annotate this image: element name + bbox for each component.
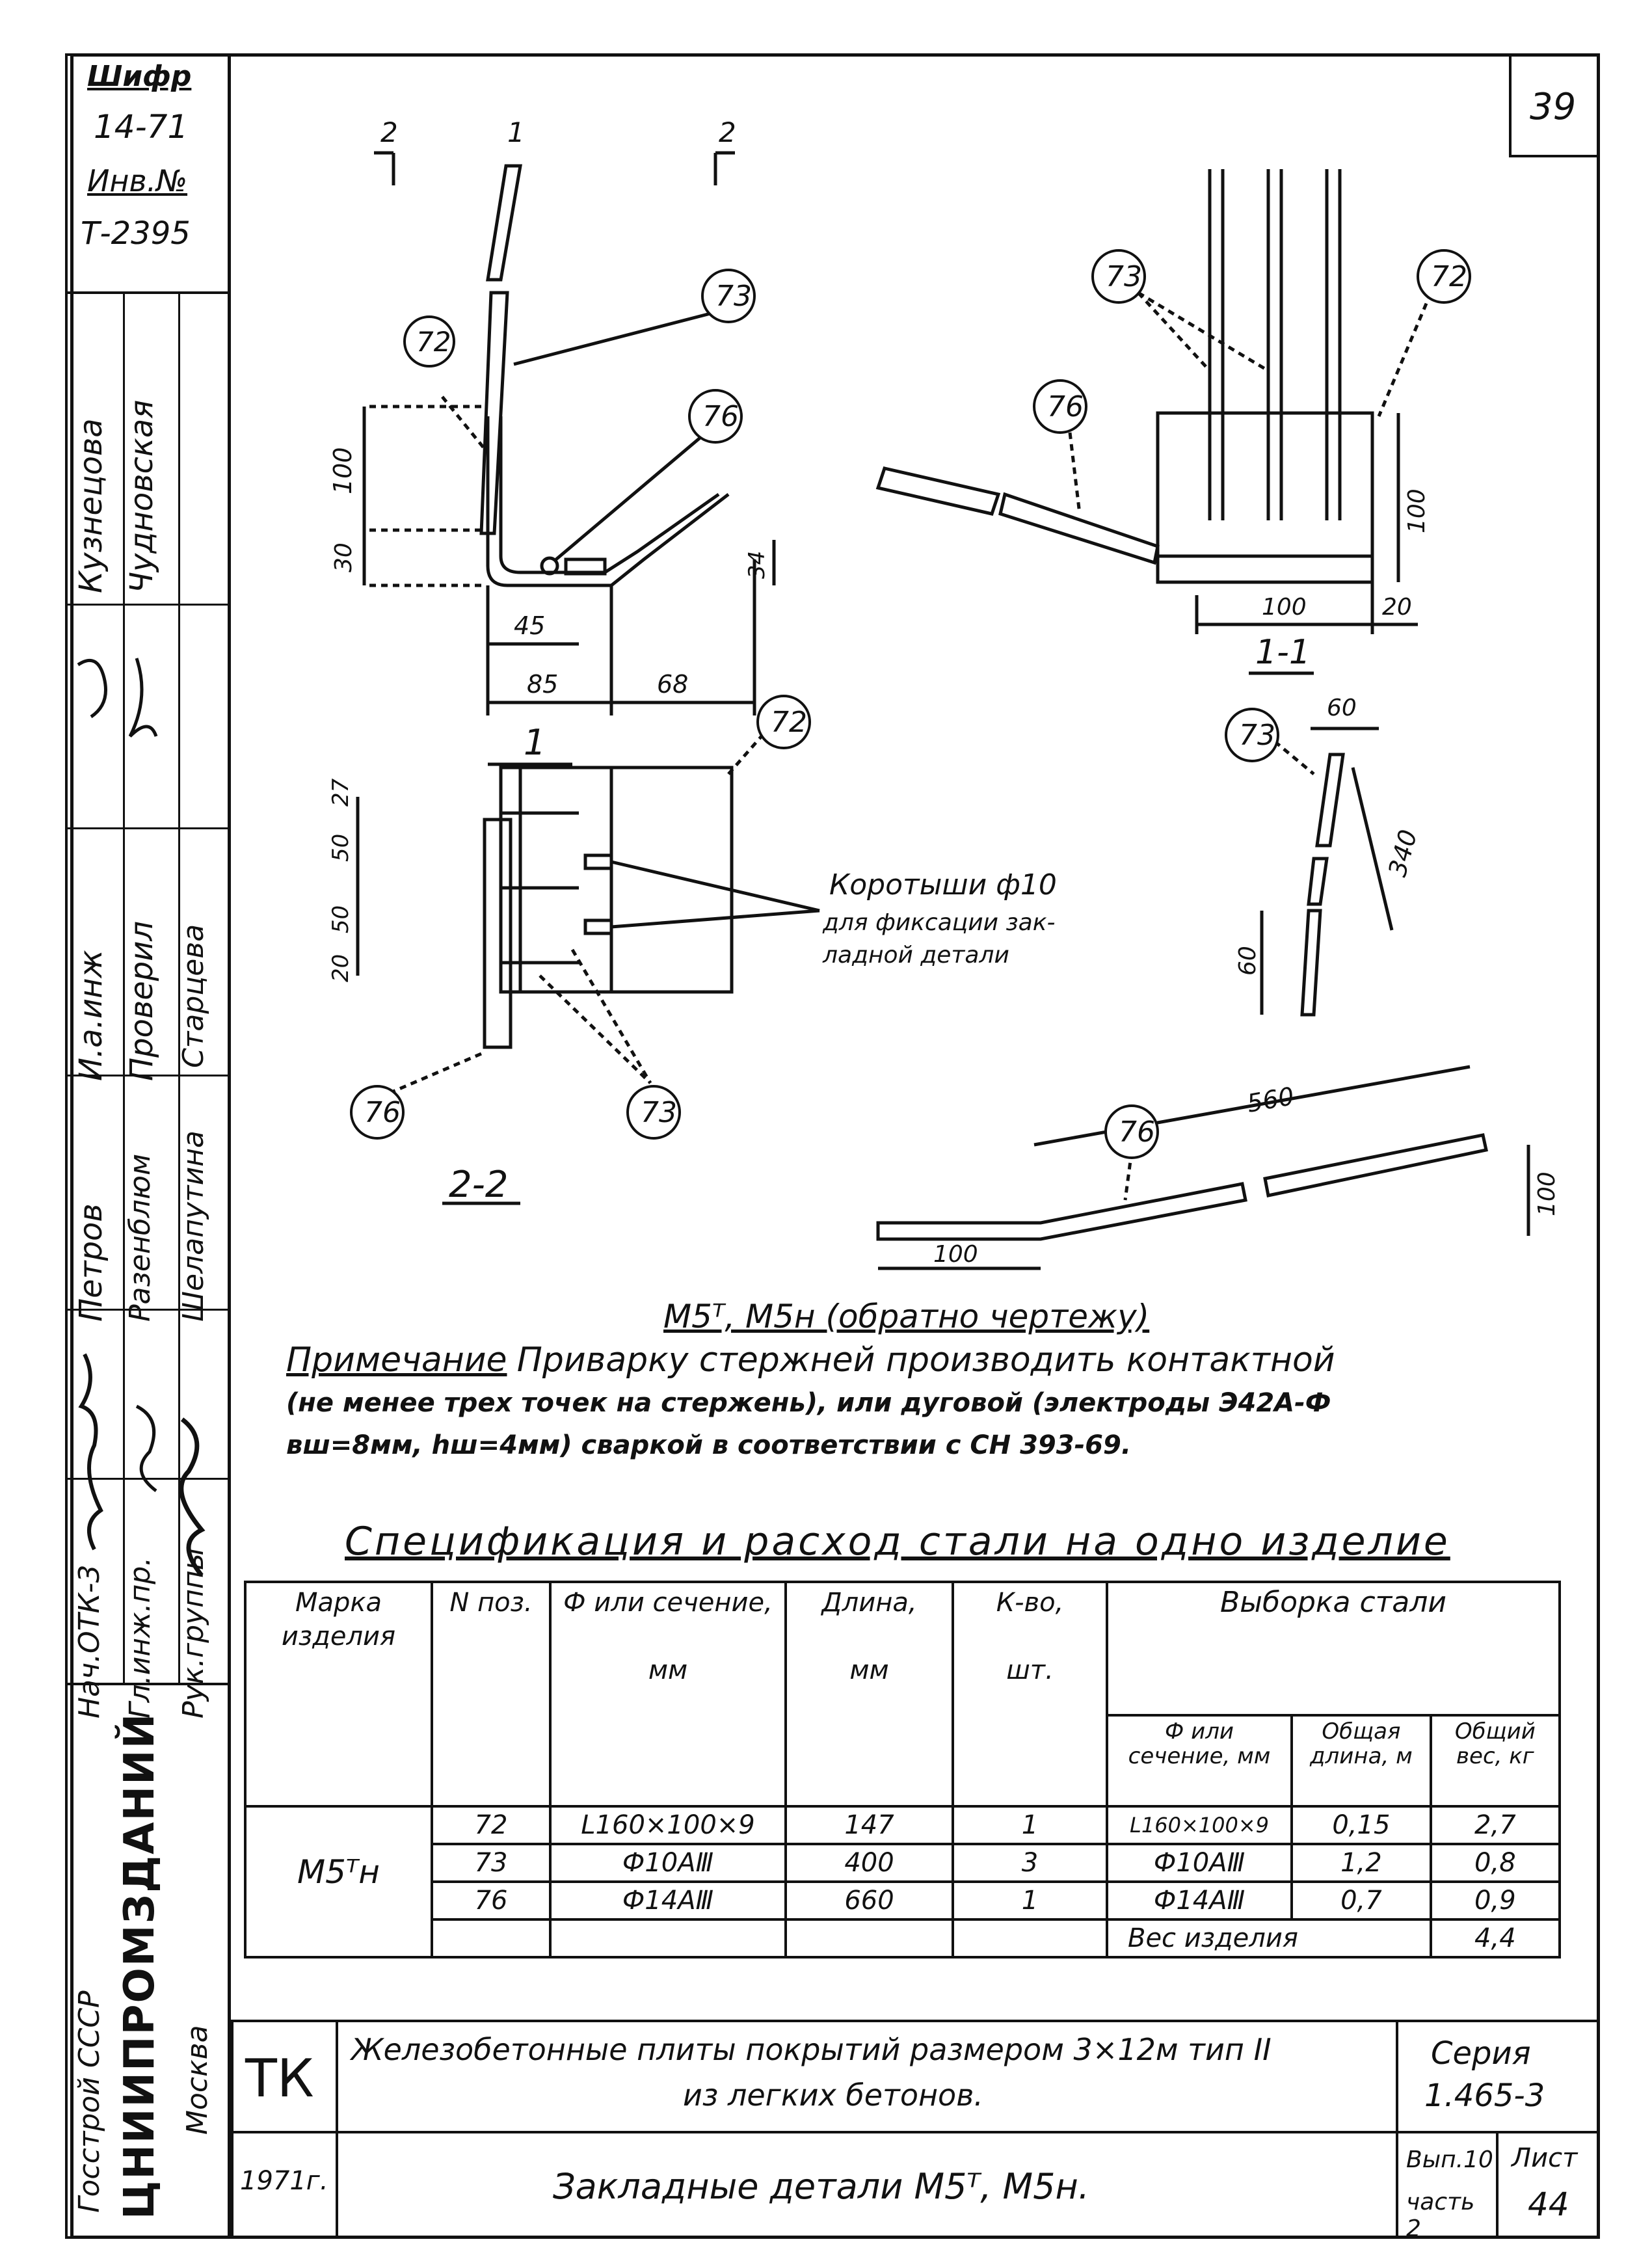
series-label: Серия [1431, 2035, 1531, 2072]
cell-sel-section: L160×100×9 [1107, 1806, 1292, 1844]
cell-section: Ф10АⅢ [550, 1844, 786, 1882]
person-role-6: Проверил [124, 920, 160, 1081]
person-name-1: Кузнецова [73, 418, 109, 593]
note-label: для фиксации зак- [823, 909, 1056, 936]
person-name-3: Петров [73, 1203, 109, 1322]
dim-label: 100 [933, 1241, 978, 1268]
person-name-6: Старцева [177, 924, 210, 1068]
person-role-5: И.а.инж [73, 950, 109, 1081]
subtitle: Закладные детали М5ᵀ, М5н. [553, 2166, 1089, 2207]
note-label: Коротыши ф10 [829, 868, 1057, 902]
note-label: ладной детали [823, 942, 1009, 969]
section-1-geometry [364, 153, 774, 764]
title-line1: Железобетонные плиты покрытий размером 3×12м тип II [351, 2032, 1272, 2067]
view-label: 1-1 [1255, 633, 1311, 672]
dim-label: 100 [1262, 594, 1307, 621]
tk-label: ТК [245, 2048, 314, 2109]
dim-label: 560 [1244, 1081, 1296, 1118]
dim-label: 27 [328, 778, 354, 807]
section-2-2-geometry [358, 722, 819, 1203]
issue-line1: Вып.10 [1406, 2146, 1493, 2173]
empty-cell [432, 1919, 550, 1957]
pos-label: 73 [1239, 719, 1275, 752]
dim-label: 68 [657, 670, 689, 699]
pos-label: 72 [416, 326, 451, 358]
cell-sel-length: 0,7 [1292, 1882, 1431, 1919]
page-number: 39 [1530, 86, 1577, 128]
pos-label: 76 [364, 1096, 401, 1129]
dim-label: 60 [1234, 946, 1261, 976]
cell-pos: 72 [432, 1806, 550, 1844]
series-value: 1.465-3 [1424, 2078, 1545, 2114]
table-row [245, 1844, 1560, 1882]
dim-label: 100 [328, 447, 357, 494]
dim-label: 100 [1534, 1171, 1560, 1216]
section-1-1-geometry [878, 169, 1431, 673]
cell-qty: 3 [953, 1844, 1107, 1882]
view-label: 2-2 [449, 1164, 509, 1206]
dim-label: 340 [1383, 826, 1423, 880]
person-name-5: Шелапутина [177, 1130, 210, 1322]
empty-cell [550, 1919, 786, 1957]
cell-pos: 76 [432, 1882, 550, 1919]
org-city: Москва [181, 2025, 214, 2135]
note-line3: вш=8мм, hш=4мм) сваркой в соответствии с СН 393-69. [286, 1430, 1132, 1460]
pos-label: 72 [771, 706, 807, 739]
tk-cell [231, 2020, 338, 2133]
cell-sel-weight: 0,9 [1431, 1882, 1560, 1919]
dim-label: 85 [527, 670, 559, 699]
hdr-section: Ф или сечение, мм [550, 1582, 786, 1806]
sheet-label: Лист [1512, 2143, 1578, 2173]
dim-label: 50 [328, 833, 354, 862]
series-cell [1396, 2020, 1600, 2133]
cell-length: 660 [786, 1882, 953, 1919]
title-block [231, 2020, 1600, 2242]
note-line2: (не менее трех точек на стержень), или дуговой (электроды Э42А-Ф [286, 1388, 1331, 1418]
cell-sel-weight: 0,8 [1431, 1844, 1560, 1882]
note-block [286, 1340, 1554, 1465]
note-line1: Приварку стержней производить контактной [516, 1341, 1335, 1380]
hdr-length: Длина, мм [786, 1582, 953, 1806]
pos-label: 76 [1047, 390, 1084, 423]
cell-sel-section: Ф10АⅢ [1107, 1844, 1292, 1882]
empty-cell [786, 1919, 953, 1957]
pos-label: 72 [1431, 260, 1467, 293]
hdr-qty: К-во, шт. [953, 1582, 1107, 1806]
title-line2: из легких бетонов. [683, 2078, 983, 2113]
total-row [245, 1919, 1560, 1957]
pos-label: 73 [715, 280, 752, 313]
org-top: Госстрой СССР [73, 1990, 106, 2213]
view-label: 1 [524, 722, 546, 763]
hdr-sel-weight: Общий вес, кг [1431, 1715, 1560, 1806]
table-row [245, 1882, 1560, 1919]
empty-cell [953, 1919, 1107, 1957]
inv-value: Т-2395 [81, 215, 191, 252]
issue-cell [1396, 2131, 1499, 2242]
cell-qty: 1 [953, 1806, 1107, 1844]
total-value: 4,4 [1431, 1919, 1560, 1957]
year-label: 1971г. [240, 2166, 328, 2196]
cipher-value: 14-71 [94, 108, 189, 146]
sheet-value: 44 [1528, 2185, 1569, 2223]
cell-sel-length: 1,2 [1292, 1844, 1431, 1882]
person-name-4: Разенблюм [124, 1153, 157, 1322]
cell-section: Ф14АⅢ [550, 1882, 786, 1919]
engineering-drawing [234, 65, 1593, 1366]
subtitle-cell [336, 2131, 1398, 2239]
cipher-box [65, 53, 231, 294]
person-role-3: Рук.группы [177, 1547, 210, 1718]
cell-pos: 73 [432, 1844, 550, 1882]
cell-length: 147 [786, 1806, 953, 1844]
person-role-2: Гл.инж.пр. [124, 1557, 157, 1718]
pos-label: 76 [1119, 1116, 1155, 1149]
cell-sel-weight: 2,7 [1431, 1806, 1560, 1844]
dim-label: 34 [744, 550, 770, 579]
detail-73-geometry [1262, 728, 1392, 1015]
note-label: Примечание [286, 1341, 507, 1380]
cut-mark-label: 1 [507, 116, 525, 148]
dim-label: 100 [1404, 488, 1430, 533]
hdr-selection: Выборка стали [1107, 1582, 1560, 1715]
detail-76-geometry [878, 1067, 1528, 1268]
cell-length: 400 [786, 1844, 953, 1882]
dim-label: 50 [328, 905, 354, 933]
pos-label: 73 [641, 1096, 677, 1129]
cell-qty: 1 [953, 1882, 1107, 1919]
sheet-cell [1496, 2131, 1600, 2239]
stamp-column [65, 53, 231, 2239]
pos-label: 76 [702, 400, 739, 433]
cell-section: L160×100×9 [550, 1806, 786, 1844]
inv-label: Инв.№ [87, 163, 188, 198]
person-name-2: Чудновская [124, 399, 160, 593]
total-label: Вес изделия [1107, 1919, 1431, 1957]
hdr-sel-length: Общая длина, м [1292, 1715, 1431, 1806]
dim-label: 60 [1327, 695, 1357, 721]
hdr-sel-section: Ф или сечение, мм [1107, 1715, 1292, 1806]
cell-sel-section: Ф14АⅢ [1107, 1882, 1292, 1919]
issue-line2: часть 2 [1406, 2189, 1475, 2242]
cut-mark-label: 2 [719, 116, 736, 148]
hdr-pos: N поз. [432, 1582, 550, 1806]
cipher-label: Шифр [87, 60, 192, 93]
dim-label: 20 [1382, 594, 1412, 621]
mirror-caption: М5ᵀ, М5н (обратно чертежу) [663, 1298, 1150, 1335]
cell-sel-length: 0,15 [1292, 1806, 1431, 1844]
dim-label: 45 [514, 611, 546, 640]
dim-label: 20 [328, 954, 354, 982]
drawing-labels [328, 116, 1560, 1268]
hdr-mark: Марка изделия [245, 1582, 432, 1806]
mark-cell: М5ᵀн [245, 1806, 432, 1957]
spec-title: Спецификация и расход стали на одно изделие [345, 1519, 1450, 1564]
pos-label: 73 [1106, 260, 1142, 293]
org-main: ЦНИИПРОМЗДАНИЙ [116, 1712, 164, 2219]
spec-table [244, 1581, 1561, 1958]
title-cell [336, 2020, 1398, 2133]
year-cell [231, 2131, 338, 2239]
person-role-1: Нач.ОТК-3 [73, 1564, 106, 1718]
table-row [245, 1806, 1560, 1844]
dim-label: 30 [330, 542, 357, 572]
cut-mark-label: 2 [380, 116, 398, 148]
